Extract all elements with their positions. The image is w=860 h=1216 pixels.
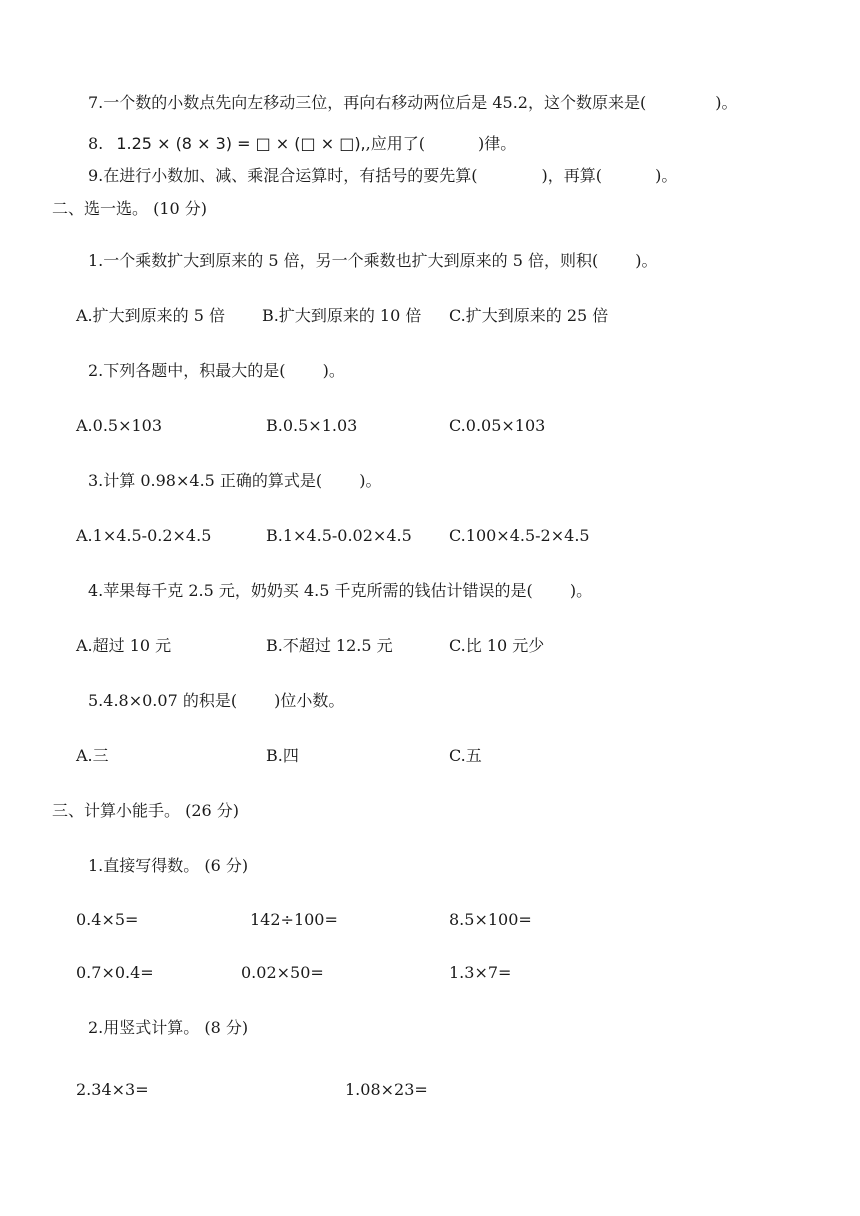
choice-option-4c: C.比 10 元少 (449, 636, 545, 655)
fill-in-question-7: 7.一个数的小数点先向左移动三位，再向右移动两位后是 45.2，这个数原来是( )。 (88, 93, 738, 112)
choice-question-2: 2.下列各题中，积最大的是( )。 (88, 361, 345, 380)
choice-option-2a: A.0.5×103 (76, 416, 163, 435)
calc-item: 8.5×100= (449, 910, 532, 929)
choice-question-3: 3.计算 0.98×4.5 正确的算式是( )。 (88, 471, 382, 490)
question-8-tail: ,应用了( )律。 (365, 134, 517, 153)
choice-option-4b: B.不超过 12.5 元 (266, 636, 393, 655)
choice-option-2b: B.0.5×1.03 (266, 416, 358, 435)
vertical-calc-item: 2.34×3= (76, 1080, 149, 1099)
choice-question-1: 1.一个乘数扩大到原来的 5 倍，另一个乘数也扩大到原来的 5 倍，则积( )。 (88, 251, 658, 270)
choice-option-1b: B.扩大到原来的 10 倍 (262, 306, 422, 325)
calc-item: 0.02×50= (241, 963, 324, 982)
choice-option-3a: A.1×4.5-0.2×4.5 (76, 526, 212, 545)
calc-item: 1.3×7= (449, 963, 512, 982)
choice-option-1a: A.扩大到原来的 5 倍 (76, 306, 225, 325)
choice-option-4a: A.超过 10 元 (76, 636, 172, 655)
choice-option-5c: C.五 (449, 746, 482, 765)
choice-option-5b: B.四 (266, 746, 299, 765)
question-8-formula: 1.25 × (8 × 3) = □ × (□ × □), (116, 134, 366, 153)
vertical-calc-item: 1.08×23= (345, 1080, 428, 1099)
fill-in-question-8 (88, 133, 516, 155)
calc-part-2-title: 2.用竖式计算。 (8 分) (88, 1018, 249, 1037)
choice-question-4: 4.苹果每千克 2.5 元，奶奶买 4.5 千克所需的钱估计错误的是( )。 (88, 581, 593, 600)
calc-part-1-title: 1.直接写得数。 (6 分) (88, 856, 249, 875)
question-8-number: 8. (88, 134, 104, 153)
choice-question-5: 5.4.8×0.07 的积是( )位小数。 (88, 691, 345, 710)
choice-option-3c: C.100×4.5-2×4.5 (449, 526, 590, 545)
choice-option-1c: C.扩大到原来的 25 倍 (449, 306, 609, 325)
fill-in-question-9: 9.在进行小数加、减、乘混合运算时，有括号的要先算( )，再算( )。 (88, 166, 678, 185)
calc-item: 0.4×5= (76, 910, 139, 929)
calc-item: 0.7×0.4= (76, 963, 154, 982)
choice-option-5a: A.三 (76, 746, 109, 765)
calc-item: 142÷100= (250, 910, 338, 929)
section-3-heading: 三、计算小能手。 (26 分) (52, 801, 240, 820)
choice-option-2c: C.0.05×103 (449, 416, 546, 435)
section-2-heading: 二、选一选。 (10 分) (52, 199, 208, 218)
choice-option-3b: B.1×4.5-0.02×4.5 (266, 526, 412, 545)
